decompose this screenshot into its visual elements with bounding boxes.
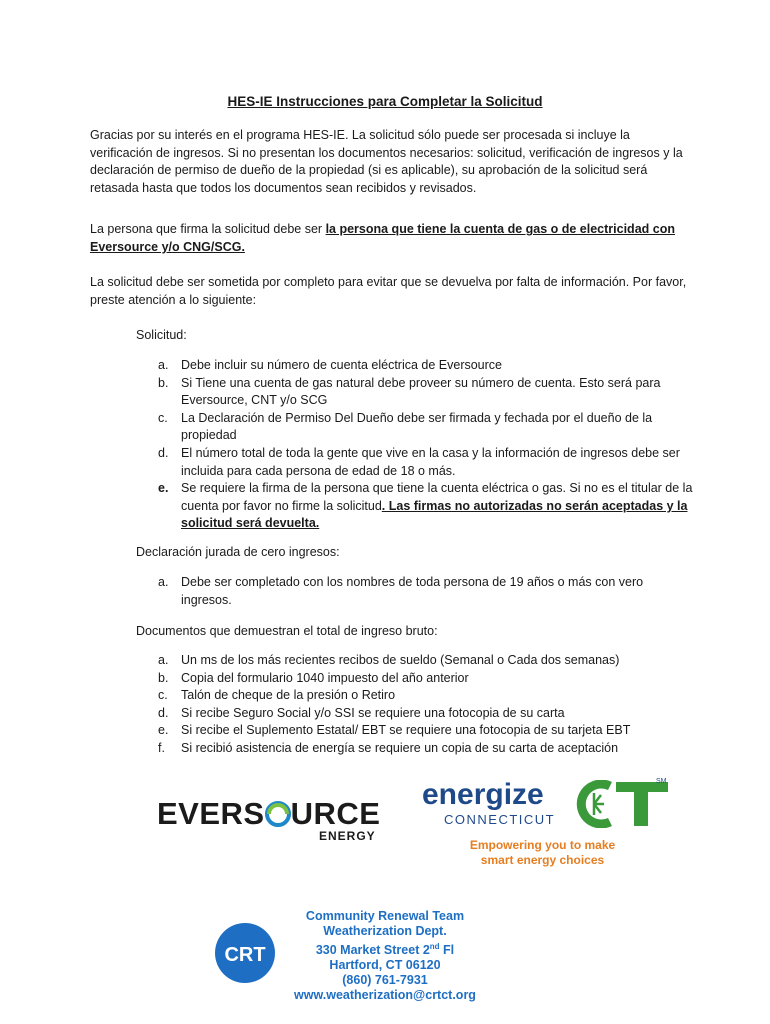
list-item [136, 722, 696, 740]
list-item [136, 652, 696, 670]
list-item [136, 740, 696, 758]
crt-logo-icon [214, 922, 276, 984]
list-marker: c. [158, 688, 168, 703]
service-mark: SM [656, 778, 667, 785]
list-marker: b. [158, 670, 169, 685]
list-item [136, 357, 696, 375]
list-item-emphasis: . Las firmas no autorizadas no serán aceptadas y la solicitud será devuelta. [181, 498, 688, 531]
eversource-wordmark: EVERS URCE [157, 796, 381, 831]
eversource-o-icon [265, 801, 291, 827]
eversource-logo [157, 796, 381, 844]
intro-paragraph: Gracias por su interés en el programa HES-IE. La solicitud sólo puede ser procesada si incluye la verificación de ingresos. Si no presentan los documentos necesarios: solicitud, verificación de ingresos y la declaración de permiso de dueño de la propiedad (si es aplicable), su aprobación de la solicitud será retasada hasta que todos los documentos sean recibidos y revisados. [90, 128, 683, 195]
declaracion-label: Declaración jurada de cero ingresos: [136, 545, 340, 559]
list-item [136, 670, 696, 688]
list-item-text: Talón de cheque de la presión o Retiro [181, 688, 396, 703]
list-marker: a. [158, 358, 169, 372]
signer-prefix: La persona que firma la solicitud debe ser [90, 222, 326, 236]
signer-paragraph [90, 221, 690, 256]
list-item [136, 705, 696, 723]
list-item-text: Si recibió asistencia de energía se requiere un copia de su carta de aceptación [181, 740, 619, 755]
energize-ct-logo [420, 778, 680, 870]
list-marker: e. [158, 723, 169, 738]
ct-mark-icon [570, 780, 670, 828]
list-marker: b. [158, 375, 169, 390]
list-item [136, 410, 696, 445]
energize-subtitle: CONNECTICUT [444, 812, 556, 827]
contact-phone: (860) 761-7931 [342, 973, 428, 988]
contact-org: Community Renewal Team [305, 909, 465, 923]
contact-web-link[interactable]: www.weatherization@crtct.org [294, 988, 476, 1003]
list-item-text: Si recibe el Suplemento Estatal/ EBT se requiere una fotocopia de su tarjeta EBT [181, 723, 631, 738]
contact-street: 330 Market Street 2nd Fl [315, 942, 455, 958]
list-item-text: Debe ser completado con los nombres de toda persona de 19 años o más con vero ingresos. [181, 575, 644, 607]
contact-dept: Weatherization Dept. [323, 924, 447, 938]
list-item [136, 687, 696, 705]
list-item-text: Se requiere la firma de la persona que tiene la cuenta eléctrica o gas. Si no es el titular de la cuenta por favor no firme la solicitud [181, 481, 693, 513]
list-marker: a. [158, 653, 169, 667]
list-item-text: Si Tiene una cuenta de gas natural debe proveer su número de cuenta. Esto será para Eversource, CNT y/o SCG [181, 375, 661, 408]
list-item-text: La Declaración de Permiso Del Dueño debe ser firmada y fechada por el dueño de la propiedad [181, 410, 653, 443]
list-marker: a. [158, 575, 169, 589]
list-marker: e. [158, 481, 169, 496]
documentos-list [136, 652, 696, 758]
eversource-subtitle: ENERGY [319, 829, 376, 843]
list-item-text: Un ms de los más recientes recibos de sueldo (Semanal o Cada dos semanas) [181, 653, 620, 667]
documentos-label: Documentos que demuestran el total de ingreso bruto: [136, 624, 438, 638]
contact-block [280, 909, 490, 1003]
complete-note-paragraph: La solicitud debe ser sometida por completo para evitar que se devuelva por falta de información. Por favor, preste atención a lo siguiente: [90, 275, 687, 307]
solicitud-list [136, 357, 696, 533]
list-item-text: Copia del formulario 1040 impuesto del año anterior [181, 670, 469, 685]
list-item [136, 574, 696, 609]
declaracion-list [136, 574, 696, 609]
list-item-text: Si recibe Seguro Social y/o SSI se requiere una fotocopia de su carta [181, 705, 565, 720]
energize-tagline: Empowering you to make smart energy choices [469, 838, 616, 867]
solicitud-label: Solicitud: [136, 328, 187, 342]
list-item [136, 375, 696, 410]
crt-mark: CRT [224, 944, 266, 966]
contact-city: Hartford, CT 06120 [329, 958, 441, 973]
list-marker: d. [158, 445, 169, 460]
list-marker: c. [158, 410, 168, 425]
list-marker: d. [158, 705, 169, 720]
list-item-text: Debe incluir su número de cuenta eléctrica de Eversource [181, 358, 503, 372]
signer-emphasis: la persona que tiene la cuenta de gas o de electricidad con Eversource y/o CNG/SCG. [90, 222, 675, 254]
list-marker: f. [158, 740, 165, 755]
document-title: HES-IE Instrucciones para Completar la Solicitud [227, 94, 543, 109]
list-item-text: El número total de toda la gente que vive en la casa y la información de ingresos debe ser incluida para cada persona de edad de 18 o más. [181, 445, 680, 478]
energize-wordmark: energize [422, 778, 544, 811]
list-item [136, 445, 696, 480]
list-item [136, 480, 696, 533]
